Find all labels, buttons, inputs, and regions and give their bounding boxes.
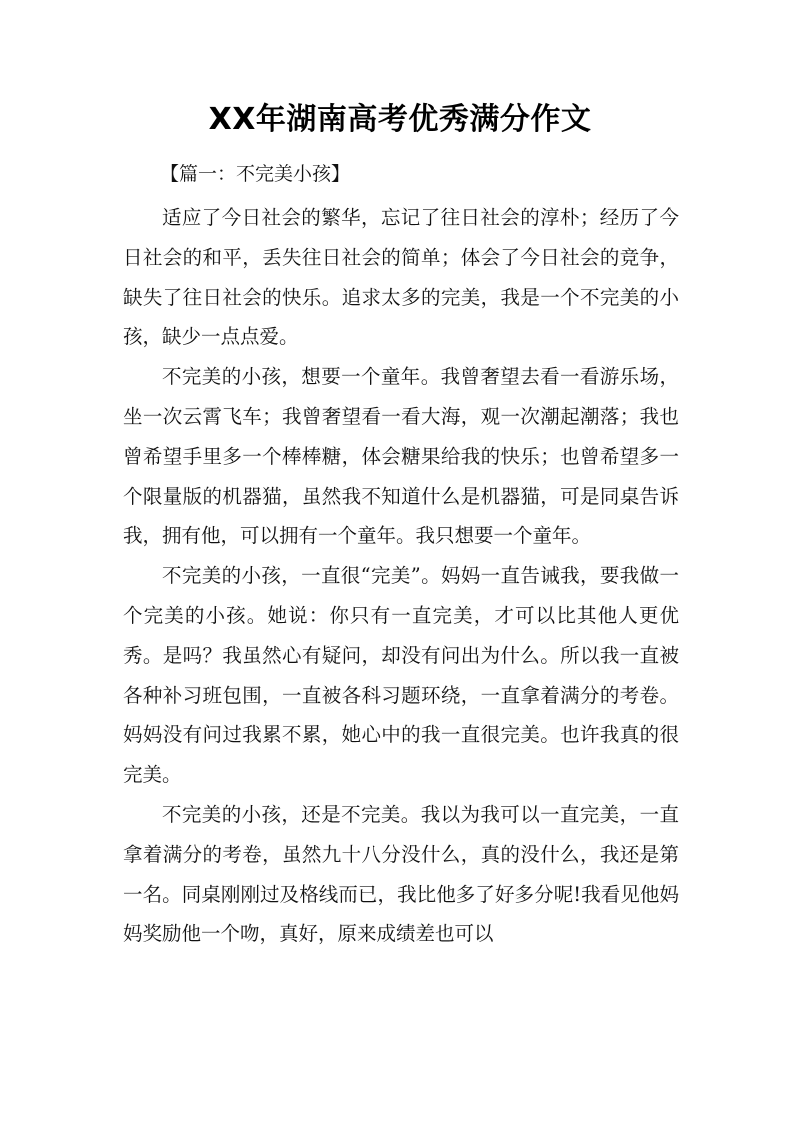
paragraph: 不完美的小孩，一直很“完美”。妈妈一直告诫我，要我做一个完美的小孩。她说：你只有一直完美，才可以比其他人更优秀。是吗？我虽然心有疑问，却没有问出为什么。所以我一直被各种补习班包围，一直被各科习题环绕，一直拿着满分的考卷。妈妈没有问过我累不累，她心中的我一直很完美。也许我真的很完美。 (123, 564, 679, 787)
paragraph: 不完美的小孩，还是不完美。我以为我可以一直完美，一直拿着满分的考卷，虽然九十八分没什么，真的没什么，我还是第一名。同桌刚刚过及格线而已，我比他多了好多分呢!我看见他妈妈奖励他一个吻，真好，原来成绩差也可以 (123, 802, 679, 946)
paragraph: 适应了今日社会的繁华，忘记了往日社会的淳朴；经历了今日社会的和平，丢失往日社会的简单；体会了今日社会的竞争，缺失了往日社会的快乐。追求太多的完美，我是一个不完美的小孩，缺少一点点爱。 (123, 206, 679, 349)
document-title: XX年湖南高考优秀满分作文 (208, 102, 592, 137)
section-label: 【篇一：不完美小孩】 (160, 163, 351, 185)
paragraph: 不完美的小孩，想要一个童年。我曾奢望去看一看游乐场，坐一次云霄飞车；我曾奢望看一看大海，观一次潮起潮落；我也曾希望手里多一个棒棒糖，体会糖果给我的快乐；也曾希望多一个限量版的机器猫，虽然我不知道什么是机器猫，可是同桌告诉我，拥有他，可以拥有一个童年。我只想要一个童年。 (123, 365, 679, 548)
essay-body (123, 198, 679, 954)
